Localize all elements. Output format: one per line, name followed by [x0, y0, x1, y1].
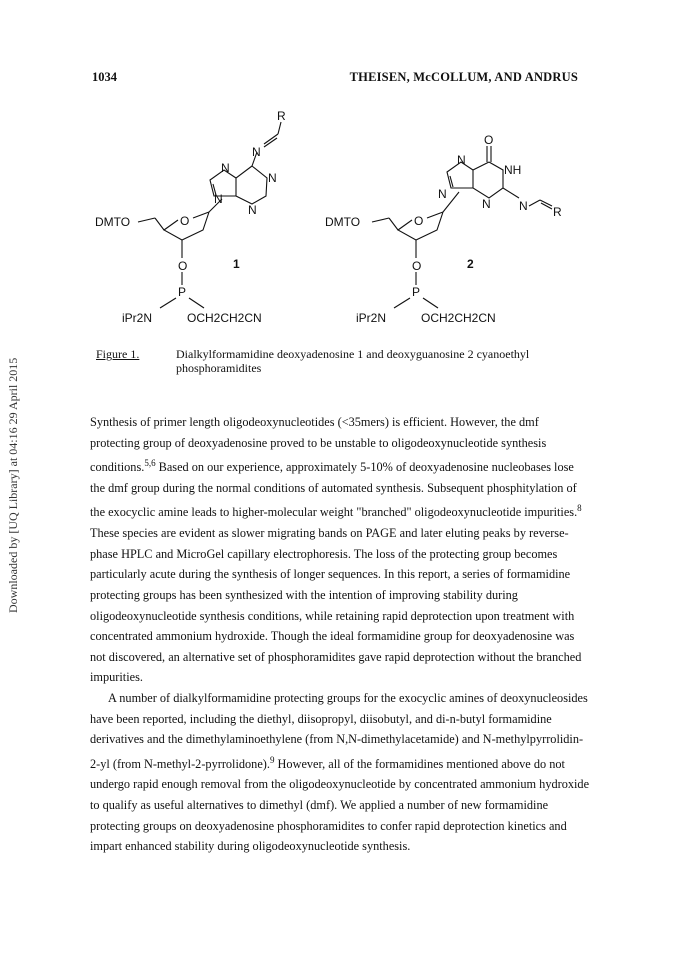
paragraph-2-part-a: A number of dialkylformamidine protecting groups for the exocyclic amines of deoxynucleosides have been reported, including the diethyl, diisopropyl, diisobutyl, and di-n-butyl formamidine derivatives and the dimethylaminoethylene (from N,N-dimethylacetamide) and N-methylpyrrolidin-2-yl (from N-methyl-2-pyrrolidone).	[90, 690, 588, 771]
running-head-authors: THEISEN, McCOLLUM, AND ANDRUS	[349, 70, 578, 84]
left-3-oxygen: O	[178, 259, 188, 273]
paragraph-2-part-b: However, all of the formamidines mentioned above do not undergo rapid enough removal from the oligodeoxynucleotide by concentrated ammonium hydroxide to qualify as useful alternatives to dimethyl (dmf). We applied a number of new formamidine protecting groups on deoxyadenosine phosphoramidites to confer rapid deprotection kinetics and impart enhanced stability during oligodeoxynucleotide synthesis.	[90, 756, 590, 854]
right-phosphorus: P	[412, 285, 421, 299]
right-compound-number: 2	[467, 257, 474, 271]
left-ring-n3: N	[248, 203, 257, 217]
left-diisopropylamino: iPr2N	[122, 311, 153, 325]
citation-8: 8	[577, 503, 582, 514]
left-r-group: R	[277, 109, 286, 123]
paragraph-1-part-a: Synthesis of primer length oligodeoxynucleotides (<35mers) is efficient. However, the dmf protecting group of deoxyadenosine proved to be unstable to oligodeoxynucleotide synthesis conditions.	[90, 415, 547, 475]
right-ring-oxygen: O	[414, 214, 424, 228]
citation-9: 9	[269, 754, 275, 765]
chemical-structures-drawing	[0, 100, 675, 340]
right-diisopropylamino: iPr2N	[356, 311, 387, 325]
right-3-oxygen: O	[412, 259, 422, 273]
left-compound-number: 1	[233, 257, 240, 271]
left-ring-oxygen: O	[180, 214, 190, 228]
left-phosphorus: P	[178, 285, 187, 299]
left-amidine-n: N	[252, 145, 261, 159]
right-cyanoethoxy: OCH2CH2CN	[421, 311, 496, 325]
paragraph-1	[90, 412, 590, 688]
figure-1-structures	[0, 100, 675, 340]
right-nh: NH	[504, 163, 522, 177]
article-body	[90, 412, 590, 857]
left-ring-n1: N	[268, 171, 277, 185]
right-amidine-n: N	[519, 199, 528, 213]
download-watermark: Downloaded by [UQ Library] at 04:16 29 April 2015	[6, 357, 20, 613]
left-cyanoethoxy: OCH2CH2CN	[187, 311, 262, 325]
figure-label: Figure 1.	[96, 347, 140, 361]
citation-5-6: 5,6	[144, 458, 156, 469]
right-dmto-label: DMTO	[325, 215, 361, 229]
left-ring-n7: N	[221, 161, 230, 175]
paragraph-1-part-c: These species are evident as slower migrating bands on PAGE and later eluting peaks by reverse-phase HPLC and MicroGel capillary electrophoresis. The loss of the protecting group becomes particularly acute during the synthesis of longer sequences. In this report, a series of formamidine protecting groups has been synthesized with the intention of improving stability during oligodeoxynucleotide synthesis conditions, while retaining rapid deprotection upon treatment with concentrated ammonium hydroxide. Though the ideal formamidine group for deoxyadenosine was not discovered, an alternative set of phosphoramidites gave rapid deprotection without the branched impurities.	[90, 526, 582, 685]
right-carbonyl-oxygen: O	[484, 133, 494, 147]
figure-caption-text: Dialkylformamidine deoxyadenosine 1 and deoxyguanosine 2 cyanoethyl phosphoramidites	[176, 347, 530, 375]
running-header	[92, 70, 578, 88]
left-dmto-label: DMTO	[95, 215, 131, 229]
page-number: 1034	[92, 70, 117, 84]
right-ring-n9: N	[438, 187, 447, 201]
right-r-group: R	[553, 205, 562, 219]
paragraph-1-part-b: Based on our experience, approximately 5-10% of deoxyadenosine nucleobases lose the dmf group during the normal conditions of automated synthesis. Subsequent phosphitylation of the exocyclic amine leads to higher-molecular weight "branched" oligodeoxynucleotide impurities.	[90, 460, 578, 520]
paragraph-2	[90, 688, 590, 857]
right-ring-n3: N	[482, 197, 491, 211]
left-ring-n9: N	[214, 192, 223, 206]
right-ring-n7: N	[457, 153, 466, 167]
